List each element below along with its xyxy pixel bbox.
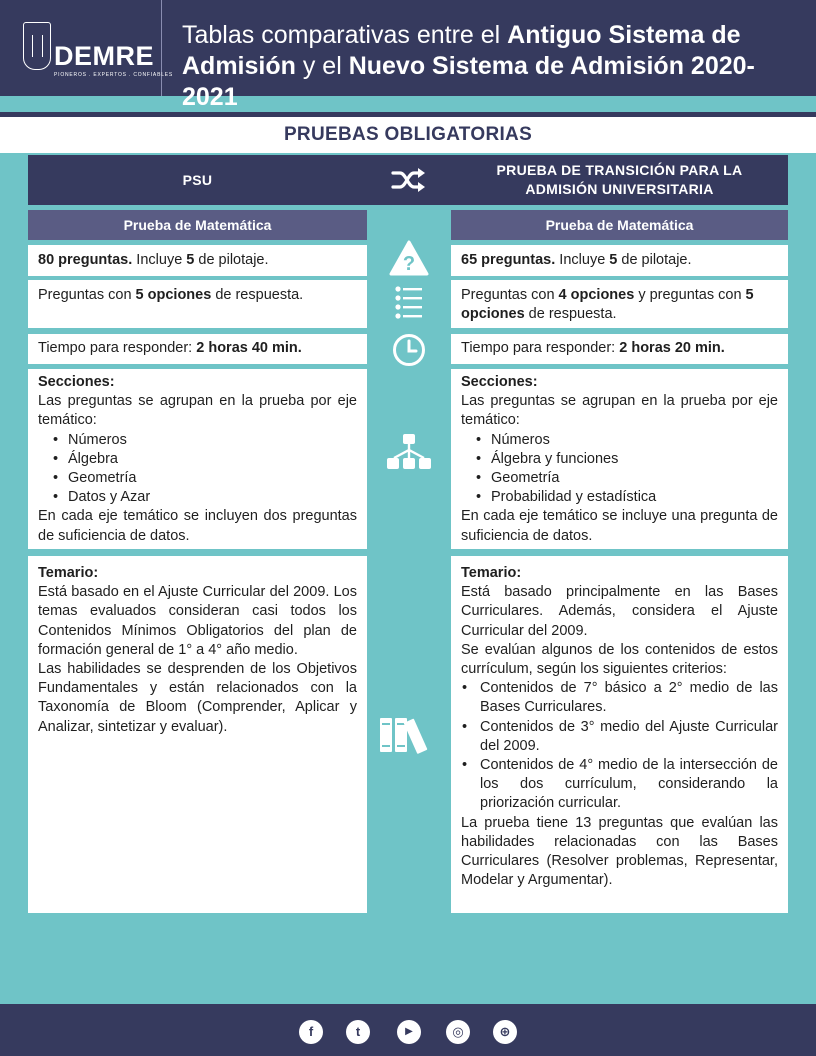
shuffle-box <box>367 155 451 205</box>
warning-icon <box>389 240 429 276</box>
right-row-questions: 65 preguntas. Incluye 5 de pilotaje. <box>451 245 788 276</box>
hierarchy-icon <box>386 434 432 470</box>
left-column-heading: PSU <box>28 155 367 205</box>
twitter-icon[interactable]: t <box>346 1020 370 1044</box>
logo-text: DEMRE <box>54 41 155 71</box>
right-column-heading: PRUEBA DE TRANSICIÓN PARA LA ADMISIÓN UNIVERSITARIA <box>451 155 788 205</box>
page-header <box>0 0 816 111</box>
shuffle-icon <box>391 167 427 193</box>
list-item: • Contenidos de 3° medio del Ajuste Curricular del 2009. <box>461 718 778 756</box>
demre-logo <box>0 0 174 96</box>
seal-icon <box>23 22 51 70</box>
criteria-list <box>461 679 778 813</box>
syllabus-title: Temario: <box>461 565 522 581</box>
sections-list <box>38 431 357 508</box>
syllabus-paragraph: Las habilidades se desprenden de los Objetivos Fundamentales y están relacionados con la Taxonomía de Bloom (Comprender, Aplicar y Analizar, sintetizar y evaluar). <box>38 661 357 735</box>
youtube-icon[interactable]: ▶ <box>397 1020 421 1044</box>
sections-title: Secciones: <box>461 374 538 390</box>
list-item: • Contenidos de 7° básico a 2° medio de las Bases Curriculares. <box>461 679 778 717</box>
right-row-syllabus <box>451 556 788 913</box>
left-row-syllabus <box>28 556 367 913</box>
sections-intro: Las preguntas se agrupan en la prueba por eje temático: <box>38 393 357 429</box>
left-row-options: Preguntas con 5 opciones de respuesta. <box>28 280 367 328</box>
list-item: • Números <box>476 431 778 450</box>
list-item: • Números <box>53 431 357 450</box>
left-row-time: Tiempo para responder: 2 horas 40 min. <box>28 334 367 364</box>
facebook-icon[interactable]: f <box>299 1020 323 1044</box>
sections-title: Secciones: <box>38 374 115 390</box>
syllabus-paragraph: La prueba tiene 13 preguntas que evalúan las habilidades relacionadas con las Bases Curriculares (Resolver problemas, Representar, Modelar y Argumentar). <box>461 814 778 889</box>
list-icon <box>395 285 423 319</box>
list-item: • Geometría <box>476 469 778 488</box>
sections-list <box>461 431 778 508</box>
syllabus-paragraph: Está basado en el Ajuste Curricular del 2009. Los temas evaluados consideran casi todos los Contenidos Mínimos Obligatorios del plan de formación general de 1° a 4° año medio. <box>38 584 357 658</box>
sections-intro: Las preguntas se agrupan en la prueba por eje temático: <box>461 393 778 429</box>
sections-outro: En cada eje temático se incluye una pregunta de suficiencia de datos. <box>461 508 778 544</box>
left-subheading: Prueba de Matemática <box>28 210 367 240</box>
svg-text:?: ? <box>402 253 416 275</box>
list-item: • Probabilidad y estadística <box>476 488 778 507</box>
section-title: PRUEBAS OBLIGATORIAS <box>0 117 816 153</box>
instagram-icon[interactable]: ◎ <box>446 1020 470 1044</box>
list-item: • Datos y Azar <box>53 488 357 507</box>
page-footer <box>0 1004 816 1056</box>
list-item: • Álgebra y funciones <box>476 450 778 469</box>
list-item: • Contenidos de 4° medio de la intersección de los dos currículum, considerando la priorización curricular. <box>461 756 778 814</box>
page-title: Tablas comparativas entre el Antiguo Sistema de Admisión y el Nuevo Sistema de Admisión 2020-2021 <box>182 21 755 111</box>
web-icon[interactable]: ⊕ <box>493 1020 517 1044</box>
syllabus-paragraph: Se evalúan algunos de los contenidos de estos currículum, según los siguientes criterios: <box>461 641 778 678</box>
clock-icon <box>392 333 426 367</box>
right-row-sections <box>451 369 788 549</box>
right-row-time: Tiempo para responder: 2 horas 20 min. <box>451 334 788 364</box>
sections-outro: En cada eje temático se incluyen dos preguntas de suficiencia de datos. <box>38 508 357 544</box>
syllabus-title: Temario: <box>38 565 99 581</box>
right-subheading: Prueba de Matemática <box>451 210 788 240</box>
list-item: • Geometría <box>53 469 357 488</box>
list-item: • Álgebra <box>53 450 357 469</box>
left-row-questions: 80 preguntas. Incluye 5 de pilotaje. <box>28 245 367 276</box>
logo-tagline: PIONEROS . EXPERTOS . CONFIABLES <box>54 72 174 78</box>
books-icon <box>379 716 439 754</box>
left-row-sections <box>28 369 367 549</box>
right-row-options: Preguntas con 4 opciones y preguntas con 5 opciones de respuesta. <box>451 280 788 328</box>
syllabus-paragraph: Está basado principalmente en las Bases Curriculares. Además, considera el Ajuste Curricular del 2009. <box>461 584 778 639</box>
